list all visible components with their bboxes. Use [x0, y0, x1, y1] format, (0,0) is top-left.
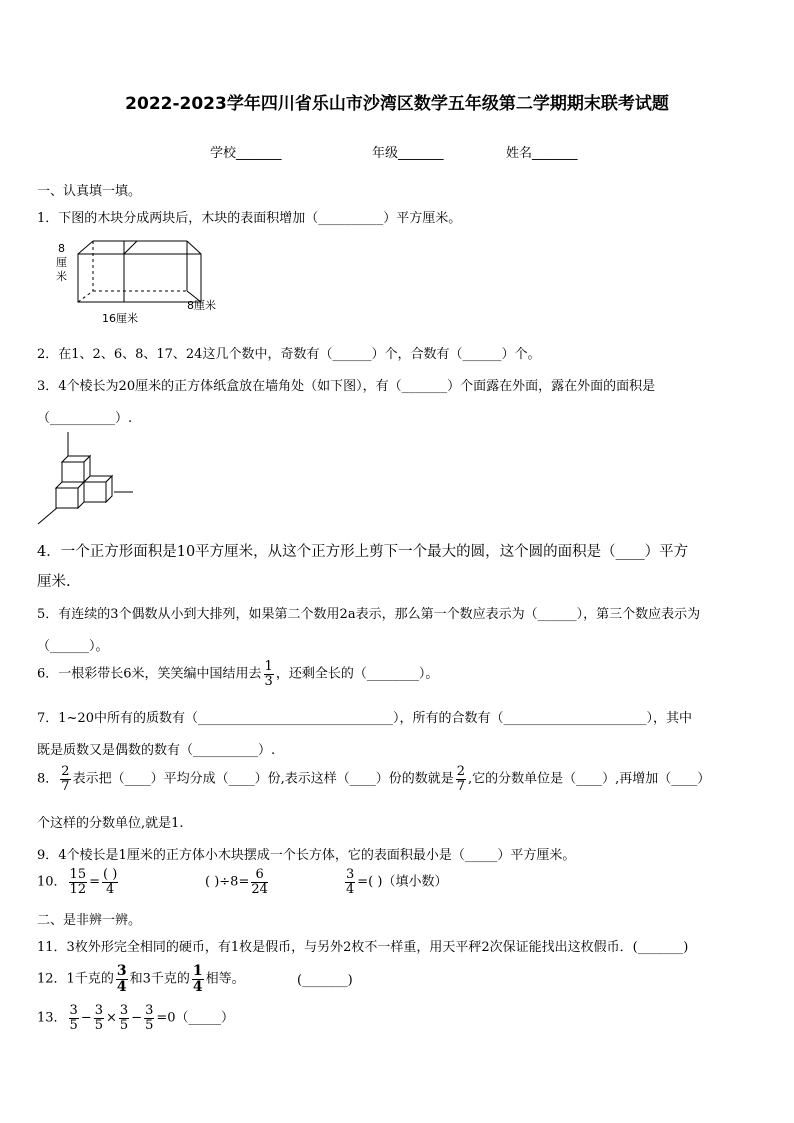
question-8-line-2: 个这样的分数单位,就是1.	[37, 816, 184, 831]
q12-blank: (_______)	[297, 973, 353, 988]
question-3-line-1: 3．4个棱长为20厘米的正方体纸盒放在墙角处（如下图），有（_______）个面露在外面，露在外面的面积是	[37, 379, 656, 394]
q13-fraction-3: $\frac{3}{5}$	[119, 1003, 129, 1033]
height-label-3: 米	[56, 270, 67, 283]
question-3-line-2: （__________）.	[37, 411, 133, 426]
question-6	[37, 660, 438, 688]
q8-text-mid-1: 表示把（____）平均分成（____）份,表示这样（____）份的数就是	[72, 771, 454, 787]
question-5-line-2: （______）。	[37, 639, 109, 654]
q13-fraction-4: $\frac{3}{5}$	[145, 1003, 154, 1033]
question-2: 2．在1、2、6、8、17、24这几个数中，奇数有（______）个，合数有（______）个。	[37, 347, 541, 362]
q10-part-2: ( )÷8= $\frac{6}{24}$	[205, 867, 268, 897]
page-title: 2022-2023学年四川省乐山市沙湾区数学五年级第二学期期末联考试题	[125, 94, 669, 114]
q10-part-3: $\frac{3}{4}$ =( )（填小数）	[346, 867, 448, 897]
q13-fraction-1: $\frac{3}{5}$	[69, 1003, 78, 1033]
question-13: 13． $\frac{3}{5}$ − $\frac{3}{5}$ × $\frac{3}{5}$ − $\frac{3}{5}$ =0（_____）	[37, 1003, 235, 1033]
question-7-line-1: 7．1~20中所有的质数有（______________________________），所有的合数有（______________________），其中	[37, 711, 692, 726]
question-12: 12．1千克的 $\frac{3}{4}$ 和3千克的 $\frac{1}{4}$ 相等。	[37, 963, 245, 995]
q13-fraction-2: $\frac{3}{5}$	[94, 1003, 104, 1033]
corner-cubes-figure	[36, 432, 136, 527]
q8-text-mid-2: ,它的分数单位是（____）,再增加（____）	[467, 771, 711, 787]
height-label-2: 厘	[56, 256, 67, 269]
q12-fraction-2: $\frac{1}{4}$	[192, 963, 203, 995]
question-11: 11．3枚外形完全相同的硬币，有1枚是假币，与另外2枚不一样重，用天平秤2次保证能找出这枚假币．(_______)	[37, 940, 689, 955]
question-4-line-2: 厘米.	[37, 574, 71, 590]
grade-field: 年级_______	[372, 146, 444, 161]
q10-label: 10．	[37, 874, 67, 890]
school-field: 学校_______	[210, 146, 282, 161]
section-2-heading: 二、是非辨一辨。	[37, 913, 142, 928]
q10-fraction-b: $\frac{( )}{4}$	[103, 867, 118, 897]
question-8-line-1	[37, 765, 710, 793]
q8-fraction-1: $\frac{2}{7}$	[61, 764, 70, 794]
q6-fraction: $\frac{1}{3}$	[264, 659, 273, 689]
q8-fraction-2: $\frac{2}{7}$	[456, 764, 465, 794]
question-10: 10． $\frac{15}{12}$ = $\frac{( )}{4}$	[37, 867, 118, 897]
width-label: 16厘米	[102, 312, 138, 325]
question-9: 9．4个棱长是1厘米的正方体小木块摆成一个长方体，它的表面积最小是（_____）平方厘米。	[37, 848, 576, 863]
height-label-1: 8	[58, 242, 65, 255]
q10-fraction-c: $\frac{6}{24}$	[251, 867, 268, 897]
q6-text-after: ，还剩全长的（________）。	[275, 666, 439, 682]
q10-fraction-a: $\frac{15}{12}$	[69, 867, 87, 897]
question-1: 1．下图的木块分成两块后，木块的表面积增加（__________）平方厘米。	[37, 211, 462, 226]
q10-fraction-d: $\frac{3}{4}$	[346, 867, 355, 897]
question-5-line-1: 5．有连续的3个偶数从小到大排列，如果第二个数用2a表示，那么第一个数应表示为（______），第三个数应表示为	[37, 607, 701, 622]
name-field: 姓名_______	[506, 146, 578, 161]
question-4-line-1: 4．一个正方形面积是10平方厘米，从这个正方形上剪下一个最大的圆，这个圆的面积是（____）平方	[37, 544, 689, 560]
q12-fraction-1: $\frac{3}{4}$	[116, 963, 127, 995]
depth-label: 8厘米	[187, 299, 216, 312]
q8-number: 8．	[37, 771, 59, 787]
cuboid-figure	[50, 236, 240, 331]
section-1-heading: 一、认真填一填。	[37, 184, 142, 199]
q6-text-before: 6．一根彩带长6米，笑笑编中国结用去	[37, 666, 262, 682]
question-7-line-2: 既是质数又是偶数的数有（__________）.	[37, 743, 276, 758]
